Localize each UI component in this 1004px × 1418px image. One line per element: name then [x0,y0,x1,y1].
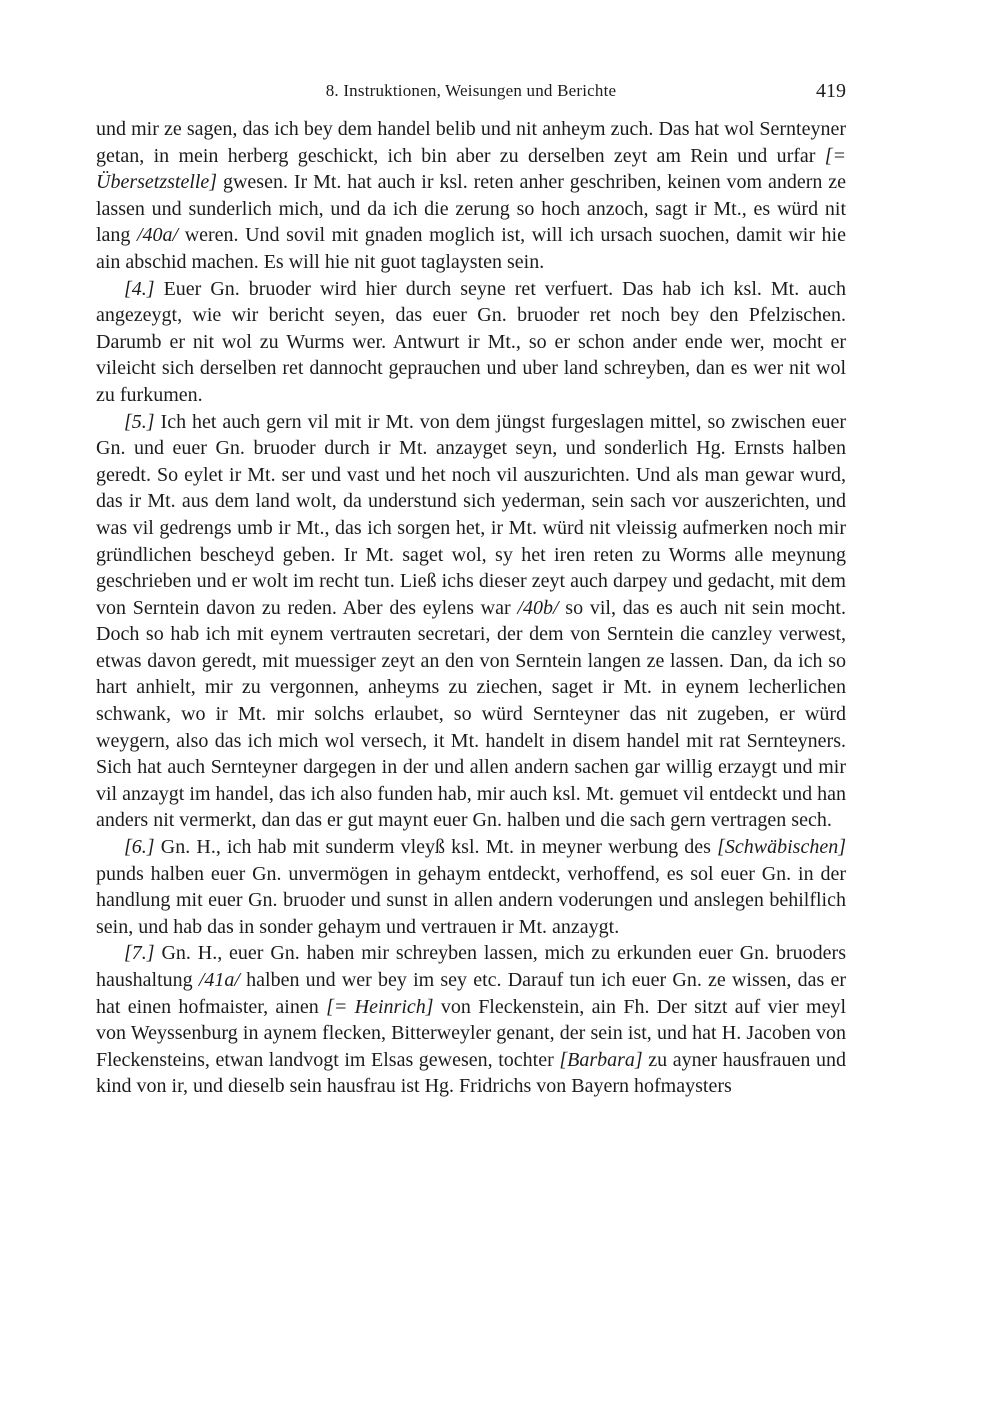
text-run: weren. Und sovil mit gnaden moglich ist, will ich ursach suochen, damit wir hie ain abschid machen. Es will hie nit guot taglaysten sein. [96,224,846,273]
editorial-insertion: [= Übersetzstelle] [96,144,846,194]
editorial-insertion: [5.] [124,410,155,433]
text-run: so vil, das es auch nit sein mocht. Doch so hab ich mit eynem vertrauten secretari, der dem von Serntein die canzley verwest, etwas davon geredt, mit muessiger zeyt an den von Serntein langen ze lassen. Dan, da ich so hart anhielt, mir zu vergonnen, anheyms zu ziechen, saget ir Mt. in eynem lecherlichen schwank, wo ir Mt. mir solchs erlaubet, so würd Sernteyner das nit zugeben, er würd weygern, also das ich mich wol versech, it Mt. handelt in disem handel mit rat Sernteyners. Sich hat auch Sernteyner dargegen in der und allen andern sachen gar willig erzaygt und mir vil anzaygt im handel, das ich also funden hab, mir auch ksl. Mt. gemuet vil entdeckt und han anders nit vermerkt, dan das er gut maynt euer Gn. halben und die sach gern vertragen sech. [96,596,846,832]
editorial-insertion: [Schwäbischen] [717,836,846,859]
editorial-insertion: [6.] [124,836,155,859]
editorial-insertion: /40a/ [137,224,179,247]
text-run: zu ayner hausfrauen und kind von ir, und dieselb sein hausfrau ist Hg. Fridrichs von Bayern hofmaysters [96,1048,846,1098]
text-run: Euer Gn. bruoder wird hier durch seyne ret verfuert. Das hab ich ksl. Mt. auch angezeygt, wie wir bericht seyen, das euer Gn. bruoder ret noch bey den Pfelzischen. Darumb er nit wol zu Wurms wer. Antwurt ir Mt., so er schon ander ende wer, mocht er vileicht sich derselben ret dannocht geprauchen und uber land schreyben, dan es wer nit wol zu furkumen. [96,277,846,406]
paragraph [96,834,846,940]
text-run: Gn. H., euer Gn. haben mir schreyben lassen, mich zu erkunden euer Gn. bruoders haushaltung [96,942,846,991]
paragraph [96,940,846,1100]
text-run: gwesen. Ir Mt. hat auch ir ksl. reten anher geschriben, keinen vom andern ze lassen und sunderlich mich, und da ich die zerung so hoch anzoch, sagt ir Mt., es würd nit lang [96,171,846,247]
editorial-insertion: [Barbara] [559,1048,643,1071]
paragraph [96,409,846,835]
text-run: halben und wer bey im sey etc. Darauf tun ich euer Gn. ze wissen, das er hat einen hofmaister, ainen [96,969,846,1018]
page-number: 419 [816,80,846,102]
editorial-insertion: [= Heinrich] [326,995,434,1018]
editorial-insertion: [7.] [124,942,155,965]
text-run: von Fleckenstein, ain Fh. Der sitzt auf vier meyl von Weyssenburg in aynem flecken, Bitterweyler genant, der sein ist, und hat H. Jacoben von Fleckensteins, etwan landvogt im Elsas gewesen, tochter [96,995,847,1071]
text-run: punds halben euer Gn. unvermögen in gehaym entdeckt, verhoffend, es sol euer Gn. in der handlung mit euer Gn. bruoder und sunst in allen andern voderungen und anslegen behilflich sein, und hab das in sonder gehaym und vertrauen ir Mt. anzaygt. [96,862,846,938]
page-header [96,78,846,104]
text-run: Gn. H., ich hab mit sunderm vleyß ksl. Mt. in meyner werbung des [154,836,718,859]
running-head: 8. Instruktionen, Weisungen und Berichte [325,81,617,100]
editorial-insertion: [4.] [124,277,155,300]
editorial-insertion: /40b/ [517,596,559,619]
paragraph [96,276,846,409]
editorial-insertion: /41a/ [198,969,240,991]
paragraph [96,116,846,276]
text-run: Ich het auch gern vil mit ir Mt. von dem jüngst furgeslagen mittel, so zwischen euer Gn. und euer Gn. bruoder durch ir Mt. anzayget seyn, und sonderlich Hg. Ernsts halben geredt. So eylet ir Mt. ser und vast und het noch vil auszurichten. Und als man gewar wurd, das ir Mt. aus dem land wolt, da understund sich yederman, sein sach vor auszerichten, und was vil gedrengs umb ir Mt., das ich sorgen het, ir Mt. würd nit vleissig aufmerken noch mir gründlichen bescheyd geben. Ir Mt. saget wol, sy het iren reten zu Worms alle meynung geschrieben und er wolt im recht tun. Ließ ichs dieser zeyt auch darpey und gedacht, mit dem von Serntein davon zu reden. Aber des eylens war [96,410,846,619]
text-body [96,116,846,1100]
text-run: und mir ze sagen, das ich bey dem handel belib und nit anheym zuch. Das hat wol Sernteyner getan, in mein herberg geschickt, ich bin aber zu derselben zeyt am Rein und urfar [96,118,846,167]
